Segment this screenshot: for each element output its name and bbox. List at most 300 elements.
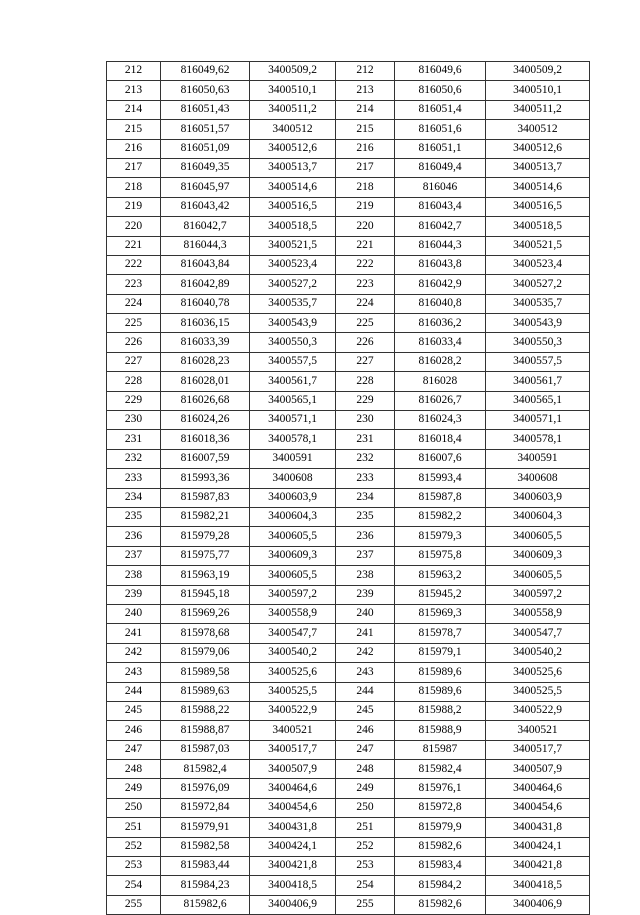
- table-row: [336, 643, 590, 662]
- x-coordinate-cell: 815979,3: [395, 527, 486, 546]
- point-number-cell: 232: [336, 449, 395, 468]
- point-number-cell: 212: [336, 62, 395, 81]
- point-number-cell: 228: [336, 372, 395, 391]
- table-row: [107, 507, 336, 526]
- point-number-cell: 239: [336, 585, 395, 604]
- table-row: [107, 333, 336, 352]
- table-row: [336, 876, 590, 895]
- point-number-cell: 245: [107, 701, 161, 720]
- x-coordinate-cell: 815979,28: [161, 527, 250, 546]
- table-row: [336, 197, 590, 216]
- point-number-cell: 217: [336, 158, 395, 177]
- x-coordinate-cell: 816028: [395, 372, 486, 391]
- y-coordinate-cell: 3400517,7: [486, 740, 590, 759]
- point-number-cell: 230: [107, 411, 161, 430]
- x-coordinate-cell: 815945,18: [161, 585, 250, 604]
- point-number-cell: 215: [336, 120, 395, 139]
- x-coordinate-cell: 816033,39: [161, 333, 250, 352]
- table-row: [336, 178, 590, 197]
- y-coordinate-cell: 3400418,5: [250, 876, 336, 895]
- y-coordinate-cell: 3400522,9: [250, 701, 336, 720]
- point-number-cell: 224: [107, 294, 161, 313]
- y-coordinate-cell: 3400540,2: [250, 643, 336, 662]
- y-coordinate-cell: 3400523,4: [486, 255, 590, 274]
- coordinates-table-left-body: [107, 62, 336, 915]
- x-coordinate-cell: 816036,2: [395, 314, 486, 333]
- point-number-cell: 217: [107, 158, 161, 177]
- table-row: [336, 546, 590, 565]
- table-row: [336, 798, 590, 817]
- table-row: [107, 411, 336, 430]
- x-coordinate-cell: 816043,84: [161, 255, 250, 274]
- y-coordinate-cell: 3400608: [486, 469, 590, 488]
- point-number-cell: 251: [107, 818, 161, 837]
- table-row: [107, 197, 336, 216]
- x-coordinate-cell: 815984,23: [161, 876, 250, 895]
- point-number-cell: 216: [107, 139, 161, 158]
- x-coordinate-cell: 815975,8: [395, 546, 486, 565]
- y-coordinate-cell: 3400507,9: [486, 760, 590, 779]
- point-number-cell: 248: [107, 760, 161, 779]
- point-number-cell: 226: [107, 333, 161, 352]
- y-coordinate-cell: 3400514,6: [486, 178, 590, 197]
- y-coordinate-cell: 3400558,9: [486, 604, 590, 623]
- table-row: [336, 352, 590, 371]
- x-coordinate-cell: 815993,4: [395, 469, 486, 488]
- table-row: [336, 100, 590, 119]
- table-row: [107, 701, 336, 720]
- y-coordinate-cell: 3400516,5: [486, 197, 590, 216]
- y-coordinate-cell: 3400454,6: [486, 798, 590, 817]
- point-number-cell: 228: [107, 372, 161, 391]
- table-row: [107, 120, 336, 139]
- x-coordinate-cell: 816044,3: [395, 236, 486, 255]
- x-coordinate-cell: 815972,84: [161, 798, 250, 817]
- table-row: [336, 682, 590, 701]
- point-number-cell: 227: [336, 352, 395, 371]
- x-coordinate-cell: 815978,68: [161, 624, 250, 643]
- x-coordinate-cell: 816049,35: [161, 158, 250, 177]
- x-coordinate-cell: 815982,4: [161, 760, 250, 779]
- table-row: [336, 663, 590, 682]
- point-number-cell: 233: [107, 469, 161, 488]
- x-coordinate-cell: 816026,7: [395, 391, 486, 410]
- x-coordinate-cell: 815987,83: [161, 488, 250, 507]
- point-number-cell: 234: [336, 488, 395, 507]
- x-coordinate-cell: 816042,89: [161, 275, 250, 294]
- table-row: [336, 158, 590, 177]
- table-row: [107, 294, 336, 313]
- table-row: [107, 100, 336, 119]
- table-row: [107, 488, 336, 507]
- x-coordinate-cell: 815969,3: [395, 604, 486, 623]
- table-row: [107, 566, 336, 585]
- x-coordinate-cell: 816049,62: [161, 62, 250, 81]
- x-coordinate-cell: 816046: [395, 178, 486, 197]
- table-row: [336, 488, 590, 507]
- coordinates-table-left: [106, 61, 336, 915]
- point-number-cell: 218: [107, 178, 161, 197]
- point-number-cell: 255: [336, 895, 395, 914]
- point-number-cell: 219: [336, 197, 395, 216]
- x-coordinate-cell: 816026,68: [161, 391, 250, 410]
- y-coordinate-cell: 3400565,1: [486, 391, 590, 410]
- x-coordinate-cell: 816051,57: [161, 120, 250, 139]
- x-coordinate-cell: 815945,2: [395, 585, 486, 604]
- y-coordinate-cell: 3400591: [250, 449, 336, 468]
- coordinates-table-right: [335, 61, 590, 915]
- y-coordinate-cell: 3400578,1: [250, 430, 336, 449]
- table-row: [107, 857, 336, 876]
- y-coordinate-cell: 3400424,1: [250, 837, 336, 856]
- x-coordinate-cell: 815963,2: [395, 566, 486, 585]
- point-number-cell: 224: [336, 294, 395, 313]
- y-coordinate-cell: 3400510,1: [486, 81, 590, 100]
- y-coordinate-cell: 3400591: [486, 449, 590, 468]
- table-row: [336, 624, 590, 643]
- point-number-cell: 215: [107, 120, 161, 139]
- point-number-cell: 213: [336, 81, 395, 100]
- y-coordinate-cell: 3400571,1: [486, 411, 590, 430]
- point-number-cell: 223: [336, 275, 395, 294]
- y-coordinate-cell: 3400512,6: [486, 139, 590, 158]
- x-coordinate-cell: 815982,6: [161, 895, 250, 914]
- point-number-cell: 225: [107, 314, 161, 333]
- y-coordinate-cell: 3400512,6: [250, 139, 336, 158]
- y-coordinate-cell: 3400512: [486, 120, 590, 139]
- x-coordinate-cell: 816051,6: [395, 120, 486, 139]
- point-number-cell: 229: [107, 391, 161, 410]
- x-coordinate-cell: 815983,44: [161, 857, 250, 876]
- x-coordinate-cell: 815982,58: [161, 837, 250, 856]
- point-number-cell: 220: [107, 217, 161, 236]
- point-number-cell: 225: [336, 314, 395, 333]
- point-number-cell: 245: [336, 701, 395, 720]
- table-row: [336, 236, 590, 255]
- table-row: [336, 139, 590, 158]
- x-coordinate-cell: 815979,1: [395, 643, 486, 662]
- point-number-cell: 213: [107, 81, 161, 100]
- point-number-cell: 249: [107, 779, 161, 798]
- point-number-cell: 241: [336, 624, 395, 643]
- table-row: [107, 760, 336, 779]
- point-number-cell: 212: [107, 62, 161, 81]
- table-row: [336, 62, 590, 81]
- y-coordinate-cell: 3400561,7: [250, 372, 336, 391]
- y-coordinate-cell: 3400558,9: [250, 604, 336, 623]
- y-coordinate-cell: 3400509,2: [250, 62, 336, 81]
- x-coordinate-cell: 816018,36: [161, 430, 250, 449]
- y-coordinate-cell: 3400406,9: [486, 895, 590, 914]
- point-number-cell: 235: [107, 507, 161, 526]
- y-coordinate-cell: 3400525,5: [250, 682, 336, 701]
- point-number-cell: 239: [107, 585, 161, 604]
- table-row: [107, 740, 336, 759]
- table-row: [336, 430, 590, 449]
- table-row: [336, 779, 590, 798]
- y-coordinate-cell: 3400571,1: [250, 411, 336, 430]
- point-number-cell: 231: [107, 430, 161, 449]
- point-number-cell: 219: [107, 197, 161, 216]
- point-number-cell: 236: [107, 527, 161, 546]
- point-number-cell: 253: [107, 857, 161, 876]
- x-coordinate-cell: 816051,1: [395, 139, 486, 158]
- point-number-cell: 230: [336, 411, 395, 430]
- y-coordinate-cell: 3400521: [250, 721, 336, 740]
- x-coordinate-cell: 816024,3: [395, 411, 486, 430]
- y-coordinate-cell: 3400513,7: [486, 158, 590, 177]
- table-row: [336, 857, 590, 876]
- x-coordinate-cell: 815989,63: [161, 682, 250, 701]
- table-row: [107, 352, 336, 371]
- table-row: [107, 449, 336, 468]
- x-coordinate-cell: 815987,8: [395, 488, 486, 507]
- table-row: [107, 837, 336, 856]
- point-number-cell: 216: [336, 139, 395, 158]
- y-coordinate-cell: 3400597,2: [486, 585, 590, 604]
- point-number-cell: 220: [336, 217, 395, 236]
- y-coordinate-cell: 3400522,9: [486, 701, 590, 720]
- y-coordinate-cell: 3400514,6: [250, 178, 336, 197]
- x-coordinate-cell: 815975,77: [161, 546, 250, 565]
- table-row: [336, 294, 590, 313]
- x-coordinate-cell: 816045,97: [161, 178, 250, 197]
- table-row: [107, 391, 336, 410]
- x-coordinate-cell: 816049,4: [395, 158, 486, 177]
- x-coordinate-cell: 816051,09: [161, 139, 250, 158]
- point-number-cell: 226: [336, 333, 395, 352]
- table-row: [336, 740, 590, 759]
- x-coordinate-cell: 815978,7: [395, 624, 486, 643]
- point-number-cell: 223: [107, 275, 161, 294]
- x-coordinate-cell: 816051,4: [395, 100, 486, 119]
- table-row: [107, 721, 336, 740]
- table-row: [336, 469, 590, 488]
- x-coordinate-cell: 815988,2: [395, 701, 486, 720]
- y-coordinate-cell: 3400511,2: [486, 100, 590, 119]
- x-coordinate-cell: 816040,78: [161, 294, 250, 313]
- y-coordinate-cell: 3400521,5: [250, 236, 336, 255]
- table-row: [107, 546, 336, 565]
- point-number-cell: 240: [107, 604, 161, 623]
- table-row: [336, 333, 590, 352]
- point-number-cell: 249: [336, 779, 395, 798]
- point-number-cell: 232: [107, 449, 161, 468]
- point-number-cell: 252: [107, 837, 161, 856]
- x-coordinate-cell: 815983,4: [395, 857, 486, 876]
- y-coordinate-cell: 3400608: [250, 469, 336, 488]
- point-number-cell: 241: [107, 624, 161, 643]
- table-row: [107, 798, 336, 817]
- table-row: [336, 566, 590, 585]
- y-coordinate-cell: 3400464,6: [250, 779, 336, 798]
- y-coordinate-cell: 3400605,5: [250, 566, 336, 585]
- x-coordinate-cell: 816018,4: [395, 430, 486, 449]
- y-coordinate-cell: 3400521,5: [486, 236, 590, 255]
- table-row: [107, 682, 336, 701]
- point-number-cell: 235: [336, 507, 395, 526]
- x-coordinate-cell: 815984,2: [395, 876, 486, 895]
- table-row: [336, 604, 590, 623]
- point-number-cell: 238: [107, 566, 161, 585]
- table-row: [336, 585, 590, 604]
- y-coordinate-cell: 3400517,7: [250, 740, 336, 759]
- table-row: [107, 663, 336, 682]
- x-coordinate-cell: 815987,03: [161, 740, 250, 759]
- table-row: [107, 643, 336, 662]
- table-row: [336, 837, 590, 856]
- x-coordinate-cell: 816050,6: [395, 81, 486, 100]
- y-coordinate-cell: 3400521: [486, 721, 590, 740]
- y-coordinate-cell: 3400547,7: [250, 624, 336, 643]
- point-number-cell: 255: [107, 895, 161, 914]
- x-coordinate-cell: 815988,9: [395, 721, 486, 740]
- x-coordinate-cell: 816007,6: [395, 449, 486, 468]
- x-coordinate-cell: 815993,36: [161, 469, 250, 488]
- point-number-cell: 238: [336, 566, 395, 585]
- table-row: [107, 624, 336, 643]
- table-row: [336, 217, 590, 236]
- point-number-cell: 254: [336, 876, 395, 895]
- x-coordinate-cell: 815987: [395, 740, 486, 759]
- point-number-cell: 251: [336, 818, 395, 837]
- y-coordinate-cell: 3400513,7: [250, 158, 336, 177]
- y-coordinate-cell: 3400518,5: [250, 217, 336, 236]
- x-coordinate-cell: 815979,9: [395, 818, 486, 837]
- x-coordinate-cell: 815982,4: [395, 760, 486, 779]
- y-coordinate-cell: 3400525,5: [486, 682, 590, 701]
- x-coordinate-cell: 815988,22: [161, 701, 250, 720]
- x-coordinate-cell: 816043,42: [161, 197, 250, 216]
- table-row: [107, 217, 336, 236]
- table-row: [107, 314, 336, 333]
- table-row: [336, 255, 590, 274]
- x-coordinate-cell: 815989,6: [395, 682, 486, 701]
- point-number-cell: 227: [107, 352, 161, 371]
- y-coordinate-cell: 3400464,6: [486, 779, 590, 798]
- y-coordinate-cell: 3400518,5: [486, 217, 590, 236]
- point-number-cell: 237: [107, 546, 161, 565]
- x-coordinate-cell: 816036,15: [161, 314, 250, 333]
- x-coordinate-cell: 815969,26: [161, 604, 250, 623]
- y-coordinate-cell: 3400516,5: [250, 197, 336, 216]
- table-row: [336, 372, 590, 391]
- x-coordinate-cell: 816043,4: [395, 197, 486, 216]
- x-coordinate-cell: 815972,8: [395, 798, 486, 817]
- y-coordinate-cell: 3400543,9: [486, 314, 590, 333]
- x-coordinate-cell: 815979,06: [161, 643, 250, 662]
- point-number-cell: 242: [336, 643, 395, 662]
- y-coordinate-cell: 3400431,8: [250, 818, 336, 837]
- y-coordinate-cell: 3400557,5: [486, 352, 590, 371]
- table-row: [107, 430, 336, 449]
- table-row: [336, 721, 590, 740]
- point-number-cell: 233: [336, 469, 395, 488]
- table-row: [107, 178, 336, 197]
- y-coordinate-cell: 3400525,6: [486, 663, 590, 682]
- table-row: [107, 236, 336, 255]
- point-number-cell: 214: [336, 100, 395, 119]
- table-row: [107, 527, 336, 546]
- point-number-cell: 252: [336, 837, 395, 856]
- y-coordinate-cell: 3400609,3: [250, 546, 336, 565]
- point-number-cell: 247: [107, 740, 161, 759]
- table-row: [336, 411, 590, 430]
- x-coordinate-cell: 815979,91: [161, 818, 250, 837]
- x-coordinate-cell: 816024,26: [161, 411, 250, 430]
- x-coordinate-cell: 815982,2: [395, 507, 486, 526]
- table-row: [107, 255, 336, 274]
- point-number-cell: 222: [107, 255, 161, 274]
- x-coordinate-cell: 816028,2: [395, 352, 486, 371]
- table-row: [107, 469, 336, 488]
- table-row: [107, 779, 336, 798]
- point-number-cell: 247: [336, 740, 395, 759]
- point-number-cell: 240: [336, 604, 395, 623]
- table-row: [107, 275, 336, 294]
- y-coordinate-cell: 3400565,1: [250, 391, 336, 410]
- x-coordinate-cell: 816044,3: [161, 236, 250, 255]
- x-coordinate-cell: 815989,6: [395, 663, 486, 682]
- point-number-cell: 254: [107, 876, 161, 895]
- x-coordinate-cell: 816049,6: [395, 62, 486, 81]
- y-coordinate-cell: 3400605,5: [250, 527, 336, 546]
- x-coordinate-cell: 816028,01: [161, 372, 250, 391]
- y-coordinate-cell: 3400424,1: [486, 837, 590, 856]
- table-row: [107, 62, 336, 81]
- table-row: [336, 760, 590, 779]
- x-coordinate-cell: 815963,19: [161, 566, 250, 585]
- x-coordinate-cell: 815982,21: [161, 507, 250, 526]
- y-coordinate-cell: 3400597,2: [250, 585, 336, 604]
- y-coordinate-cell: 3400406,9: [250, 895, 336, 914]
- y-coordinate-cell: 3400550,3: [486, 333, 590, 352]
- table-row: [336, 507, 590, 526]
- y-coordinate-cell: 3400421,8: [250, 857, 336, 876]
- x-coordinate-cell: 815989,58: [161, 663, 250, 682]
- point-number-cell: 242: [107, 643, 161, 662]
- y-coordinate-cell: 3400523,4: [250, 255, 336, 274]
- point-number-cell: 248: [336, 760, 395, 779]
- y-coordinate-cell: 3400509,2: [486, 62, 590, 81]
- point-number-cell: 250: [336, 798, 395, 817]
- table-row: [107, 139, 336, 158]
- x-coordinate-cell: 816050,63: [161, 81, 250, 100]
- x-coordinate-cell: 816042,7: [161, 217, 250, 236]
- y-coordinate-cell: 3400605,5: [486, 527, 590, 546]
- y-coordinate-cell: 3400609,3: [486, 546, 590, 565]
- table-row: [107, 158, 336, 177]
- table-row: [336, 120, 590, 139]
- y-coordinate-cell: 3400418,5: [486, 876, 590, 895]
- y-coordinate-cell: 3400603,9: [486, 488, 590, 507]
- x-coordinate-cell: 816040,8: [395, 294, 486, 313]
- y-coordinate-cell: 3400543,9: [250, 314, 336, 333]
- y-coordinate-cell: 3400421,8: [486, 857, 590, 876]
- y-coordinate-cell: 3400578,1: [486, 430, 590, 449]
- x-coordinate-cell: 816033,4: [395, 333, 486, 352]
- x-coordinate-cell: 816007,59: [161, 449, 250, 468]
- table-row: [336, 81, 590, 100]
- point-number-cell: 250: [107, 798, 161, 817]
- y-coordinate-cell: 3400527,2: [486, 275, 590, 294]
- y-coordinate-cell: 3400550,3: [250, 333, 336, 352]
- point-number-cell: 237: [336, 546, 395, 565]
- point-number-cell: 243: [107, 663, 161, 682]
- table-row: [336, 391, 590, 410]
- coordinates-table-right-body: [336, 62, 590, 915]
- table-row: [336, 449, 590, 468]
